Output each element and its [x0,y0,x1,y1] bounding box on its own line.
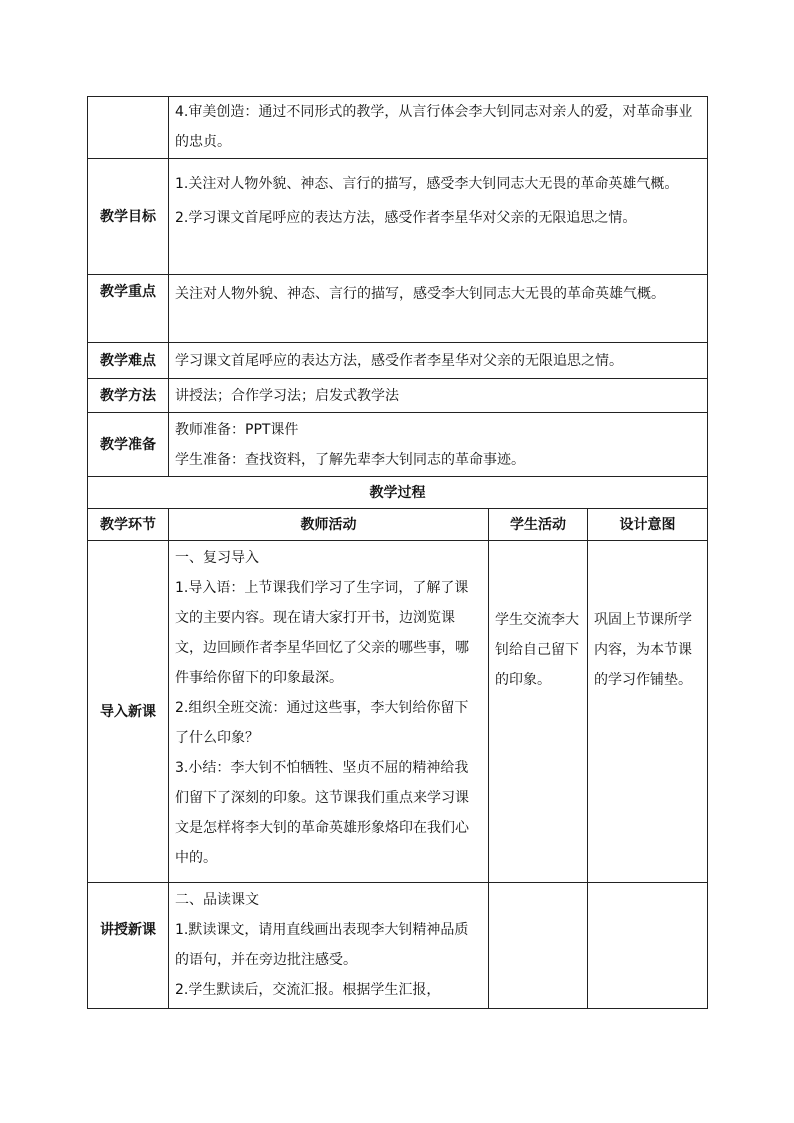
content-line: 学生准备：查找资料，了解先辈李大钊同志的革命事迹。 [175,451,525,468]
stage-label: 导入新课 [88,541,169,883]
row-content [169,343,708,379]
teaching-process-table [87,476,708,1009]
row-label: 教学目标 [88,159,169,275]
table-row [88,97,708,159]
table-row [88,343,708,379]
process-title-row [88,477,708,509]
lesson-plan-page [87,96,707,1009]
activity-line: 2.学生默读后，交流汇报。根据学生汇报， [175,982,441,998]
content-line: 1.关注对人物外貌、神态、言行的描写，感受李大钊同志大无畏的革命英雄气概。 [175,176,679,192]
table-row [88,275,708,343]
design-intent [588,883,708,1009]
row-content [169,275,708,343]
column-header: 教师活动 [169,509,489,541]
row-label [88,97,169,159]
column-header: 教学环节 [88,509,169,541]
column-header: 设计意图 [588,509,708,541]
row-content [169,159,708,275]
content-line: 讲授法；合作学习法；启发式教学法 [175,387,399,404]
activity-line: 2.组织全班交流：通过这些事，李大钊给你留下了什么印象？ [175,700,469,746]
content-line: 4.审美创造：通过不同形式的教学，从言行体会李大钊同志对亲人的爱，对革命事业的忠贞。 [175,104,693,150]
content-line: 学习课文首尾呼应的表达方法，感受作者李星华对父亲的无限追思之情。 [175,352,623,369]
row-label: 教学重点 [88,275,169,343]
activity-line: 3.小结：李大钊不怕牺牲、坚贞不屈的精神给我们留下了深刻的印象。这节课我们重点来学习课文是怎样将李大钊的革命英雄形象烙印在我们心中的。 [175,760,469,866]
process-header-row [88,509,708,541]
teacher-activity [169,541,489,883]
content-line: 关注对人物外貌、神态、言行的描写，感受李大钊同志大无畏的革命英雄气概。 [175,286,665,302]
student-activity: 学生交流李大钊给自己留下的印象。 [489,541,588,883]
table-row [88,413,708,477]
activity-line: 一、复习导入 [175,550,259,566]
content-line: 2.学习课文首尾呼应的表达方法，感受作者李星华对父亲的无限追思之情。 [175,210,637,226]
design-intent: 巩固上节课所学内容，为本节课的学习作铺垫。 [588,541,708,883]
process-row [88,541,708,883]
activity-line: 1.导入语：上节课我们学习了生字词，了解了课文的主要内容。现在请大家打开书，边浏览课文，边回顾作者李星华回忆了父亲的哪些事，哪件事给你留下的印象最深。 [175,580,469,686]
row-content [169,413,708,477]
table-row [88,379,708,413]
student-activity [489,883,588,1009]
process-row [88,883,708,1009]
row-content [169,97,708,159]
process-title: 教学过程 [88,477,708,509]
activity-line: 二、品读课文 [175,892,259,908]
teacher-activity [169,883,489,1009]
row-content [169,379,708,413]
row-label: 教学方法 [88,379,169,413]
row-label: 教学难点 [88,343,169,379]
table-row [88,159,708,275]
activity-line: 1.默读课文，请用直线画出表现李大钊精神品质的语句，并在旁边批注感受。 [175,922,469,968]
column-header: 学生活动 [489,509,588,541]
lesson-info-table [87,96,708,477]
stage-label: 讲授新课 [88,883,169,1009]
row-label: 教学准备 [88,413,169,477]
content-line: 教师准备：PPT课件 [175,421,299,438]
